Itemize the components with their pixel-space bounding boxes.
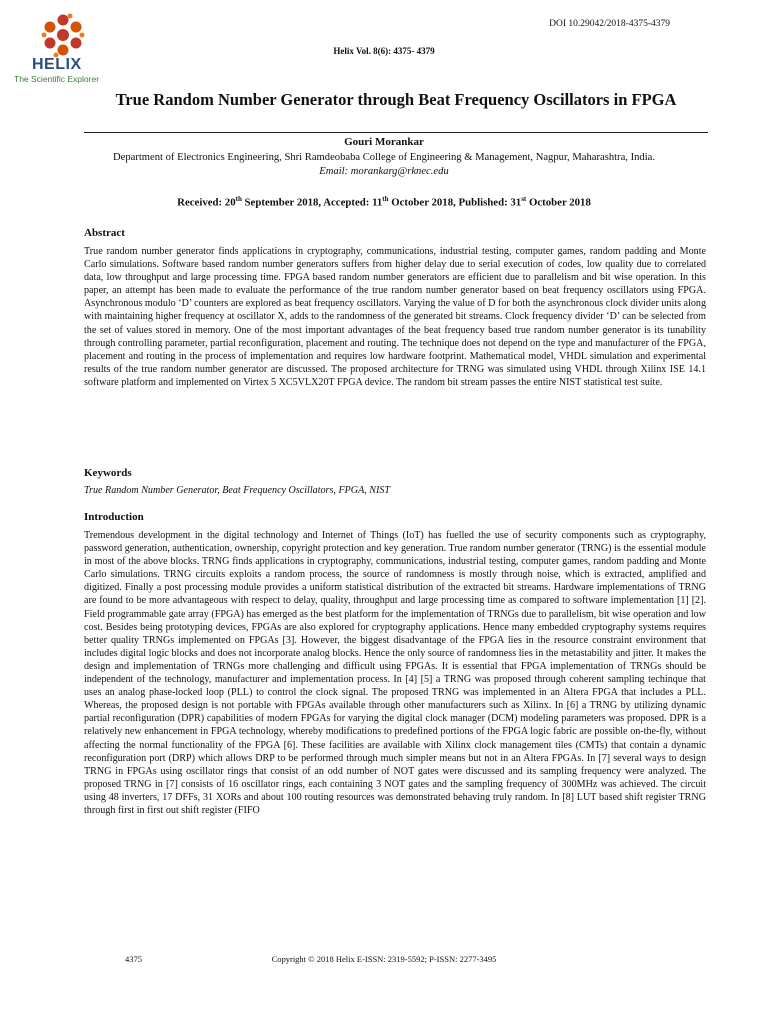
published-month: October 2018 — [526, 196, 591, 209]
logo-name: HELIX — [32, 56, 82, 73]
paper-title: True Random Number Generator through Beat Frequency Oscillators in FPGA — [115, 90, 677, 109]
published-date: October 2018, Published: 31 — [388, 196, 522, 209]
accepted-sup: th — [382, 195, 389, 203]
received-sup: th — [235, 195, 242, 203]
abstract-text: True random number generator finds applications in cryptography, communications, industrial testing, computer games, random padding and Monte Carlo simulations. Software based random number generators suffers from higher delay due to serial execution of codes, low quality due to correlated data, low throughput and large processing time. FPGA based random number generators are efficient due to parallelism and bit wise operation. In this paper, an attempt has been made to evaluate the performance of the true random number generator based on beat frequency oscillators using FPGA. Asynchronous modulo ‘D’ counters are explored as beat frequency oscillators. Varying the value of D for both the asynchronous clock divider units along with maintaining higher frequency at oscillator X, adds to the randomness of the generated bit streams. Clock frequency divider ‘D’ can be selected from the set of values stored in memory. One of the most important advantages of the beat frequency based true random number generator is its tunability through controlling parameter, partial reconfiguration, placement and routing. The technique does not depend on the type and manufacturer of the FPGA, placement and routing in the process of implementation and requires low hardware footprint. Mathematical model, VHDL simulation and experimental results of the true random number generator are discussed. The proposed architecture for TRNG was simulated using VHDL through Xilinx ISE 14.1 software platform and implemented on Virtex 5 XC5VLX20T FPGA device. The random bit stream passes the entire NIST statistical test suite. — [84, 246, 706, 388]
logo-tagline: The Scientific Explorer — [14, 74, 100, 84]
author-affiliation: Department of Electronics Engineering, Shri Ramdeobaba College of Engineering & Management, Nagpur, Maharashtra, India. — [112, 152, 656, 163]
doi[interactable]: DOI 10.29042/2018-4375-4379 — [549, 19, 670, 29]
keywords-text: True Random Number Generator, Beat Frequency Oscillators, FPGA, NIST — [84, 485, 391, 496]
author-name: Gouri Morankar — [344, 136, 424, 148]
page-number: 4375 — [125, 954, 142, 964]
accepted-date: September 2018, Accepted: 11 — [241, 196, 383, 209]
title-divider — [84, 132, 708, 133]
abstract-heading: Abstract — [84, 227, 125, 239]
keywords-heading: Keywords — [84, 467, 132, 479]
introduction-heading: Introduction — [84, 511, 144, 523]
received-date: Received: 20 — [177, 196, 236, 209]
introduction-text: Tremendous development in the digital technology and Internet of Things (IoT) has fuelled the use of security components such as cryptography, password generation, authentication, ownership, copyright protection and key generation. True random number generator (TRNG) is the essential module in most of the above blocks. TRNG finds applications in cryptography, communications, industrial testing, computer games, random padding and Monte Carlo simulations. TRNG circuits exploits a random process, the source of randomness is mostly through noise, which is extracted, amplified and digitized. Finally a post processing module provides a uniform statistical distribution of the extracted bit streams. Hardware implementations of TRNG are found to be more advantageous with respect to delay, quality, throughput and large processing time as compared to software implementation [1] [2]. Field programmable gate array (FPGA) has emerged as the best platform for the implementation of TRNGs due to parallelism, bit wise operation and low cost. Besides being prototyping devices, FPGAs are also explored for cryptography applications. Hence many embedded cryptography systems requires better quality TRNGs implemented on FPGAs [3]. However, the biggest disadvantage of the FPGA lies in the resource constraint environment that includes digital logic blocks and does not incorporate analog blocks. Hence the only source of randomness lies in the metastability and jitter. It makes the design and implementation of TRNGs more challenging and difficult using FPGAs. It is essential that FPGA implementation of TRNGs should be independent of the technology, manufacturer and implementation process. In [4] [5] a TRNG was proposed through coherent sampling techinque that uses an analog phase-locked loop (PLL) to control the clock signal. The proposed TRNG was implemented in an Altera FPGA that includes a PLL. Whereas, the proposed design is not portable with FPGAs available through other manufacturers such as Xilinx. In [6] a TRNG by utilizing dynamic partial reconfiguration (DPR) capabilities of modern FPGAs for varying the digital clock manager (DCM) modeling parameters was proposed. DPR is a relatively new enhancement in FPGA technology, whereby modifications to predefined portions of the FPGA logic fabric are possible on-the-fly, without affecting the normal functionality of the FPGA [6]. These facilities are available with Xilinx clock management tiles (CMTs) that contain a dynamic reconfiguration port (DRP) which allows DRP to be performed through much simpler means but not in an Altera FPGAs. In [7] several ways to design TRNG in FPGAs using oscillator rings that consist of an odd number of NOT gates were discussed and its sampling frequency were analyzed. The proposed TRNG in [7] consists of 16 oscillator rings, each containing 3 NOT gates and the sampling frequency of 300MHz was achieved. The circuit using 48 inverters, 17 DFFs, 31 XORs and about 100 routing resources was demonstrated behaving truly random. In [8] LUT based shift register TRNG through first in first out shift register (FIFO — [84, 530, 706, 816]
publication-dates — [0, 195, 768, 209]
copyright-notice: Copyright © 2018 Helix E-ISSN: 2319-5592; P-ISSN: 2277-3495 — [271, 954, 497, 964]
author-email[interactable]: Email: morankarg@rknec.edu — [319, 166, 449, 177]
journal-citation: Helix Vol. 8(6): 4375- 4379 — [333, 46, 435, 56]
published-sup: st — [521, 195, 527, 203]
